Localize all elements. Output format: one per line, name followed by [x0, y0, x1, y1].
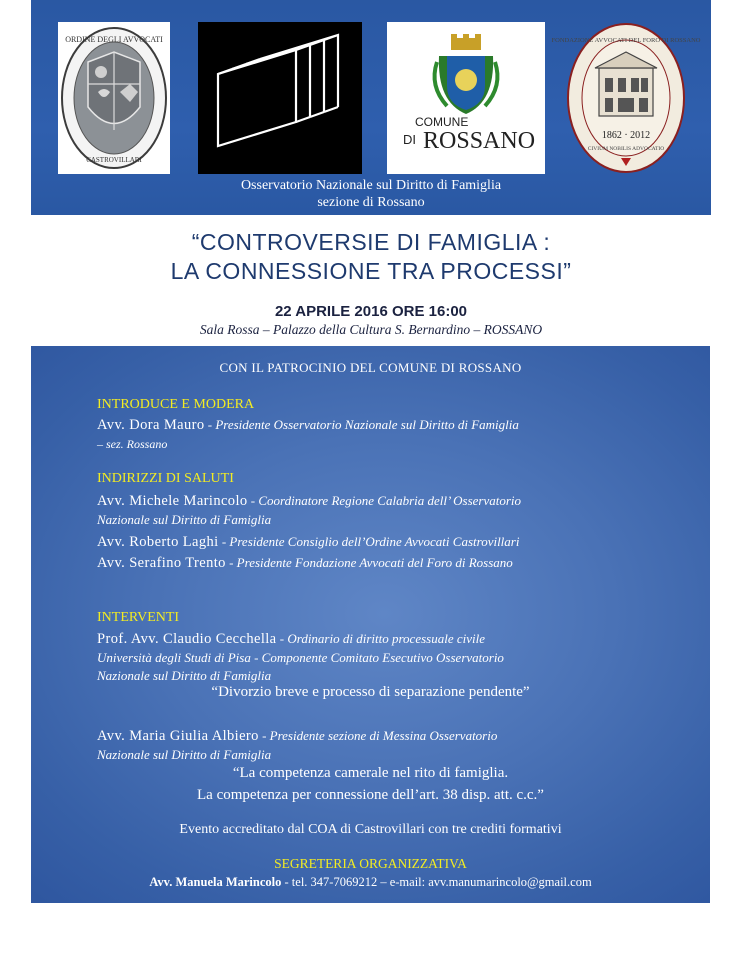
program-panel: [31, 346, 710, 903]
ordine-ring-bottom: CASTROVILLARI: [86, 156, 142, 164]
talk-topic-line2: La competenza per connessione dell’art. 38 disp. att. c.c.”: [197, 787, 544, 803]
talk-topic: “La competenza camerale nel rito di famiglia.: [232, 765, 509, 781]
saluti-speaker: [97, 554, 513, 572]
interventi-role-line2: Nazionale sul Diritto di Famiglia: [97, 747, 272, 762]
comune-label-large: ROSSANO: [423, 128, 536, 154]
speaker-role: - Presidente Fondazione Avvocati del Foro di Rossano: [225, 555, 513, 570]
segreteria-heading: SEGRETERIA ORGANIZZATIVA: [274, 856, 467, 871]
saluti-speaker: [97, 492, 521, 510]
ordine-avvocati-logo: [58, 22, 170, 174]
event-title-line1: “CONTROVERSIE DI FAMIGLIA :: [191, 229, 551, 255]
speaker-role: - Presidente Osservatorio Nazionale sul Diritto di Famiglia: [204, 417, 519, 432]
introduce-heading: INTRODUCE E MODERA: [97, 397, 255, 412]
ordine-ring-top: ORDINE DEGLI AVVOCATI: [65, 35, 163, 44]
introduce-role-line2: – sez. Rossano: [97, 437, 168, 451]
event-datetime: 22 APRILE 2016 ORE 16:00: [274, 303, 468, 320]
speaker-name: Avv. Michele Marincolo: [97, 493, 248, 509]
speaker-name: Avv. Dora Mauro: [97, 417, 205, 433]
event-title-line2: LA CONNESSIONE TRA PROCESSI”: [170, 258, 572, 284]
interventi-role-line2: Università degli Studi di Pisa - Componente Comitato Esecutivo Osservatorio: [97, 650, 504, 665]
interventi-role-line3: Nazionale sul Diritto di Famiglia: [97, 668, 272, 683]
saluti-role-line2: Nazionale sul Diritto di Famiglia: [97, 512, 272, 527]
comune-rossano-logo: [387, 22, 545, 174]
accreditation-note: Evento accreditato dal COA di Castrovillari con tre crediti formativi: [179, 822, 562, 837]
talk-topic: “Divorzio breve e processo di separazione pendente”: [211, 684, 530, 700]
banner-organization: [31, 177, 711, 211]
interventi-heading: INTERVENTI: [97, 610, 180, 625]
comune-label-small: COMUNE: [415, 115, 469, 129]
speaker-role: - Presidente Consiglio dell’Ordine Avvocati Castrovillari: [218, 534, 520, 549]
fondazione-years: 1862 · 2012: [601, 130, 651, 141]
speaker-name: Prof. Avv. Claudio Cecchella: [97, 631, 277, 647]
fondazione-motto: CIVIUM NOBILIS ADVOCATIO: [587, 146, 665, 152]
speaker-role: - Coordinatore Regione Calabria dell’ Osservatorio: [247, 493, 522, 508]
speaker-role: - Ordinario di diritto processuale civile: [276, 631, 485, 646]
interventi-speaker: [97, 727, 497, 745]
osservatorio-logo: [198, 22, 362, 174]
introduce-speaker: [97, 416, 519, 434]
segreteria-name: Avv. Manuela Marincolo: [149, 875, 282, 889]
banner-org-line1: Osservatorio Nazionale sul Diritto di Famiglia: [240, 178, 502, 193]
speaker-name: Avv. Maria Giulia Albiero: [97, 728, 259, 744]
event-title: [0, 228, 742, 286]
interventi-speaker: [97, 630, 485, 648]
fondazione-ring: FONDAZIONE AVVOCATI DEL FORO DI ROSSANO: [551, 37, 701, 44]
banner-org-line2: sezione di Rossano: [317, 195, 425, 210]
saluti-speaker: [97, 533, 519, 551]
patronage-line: CON IL PATROCINIO DEL COMUNE DI ROSSANO: [219, 360, 522, 375]
segreteria-contact-details: - tel. 347-7069212 – e-mail: avv.manumarincolo@gmail.com: [281, 875, 592, 889]
saluti-heading: INDIRIZZI DI SALUTI: [97, 471, 234, 486]
event-venue: Sala Rossa – Palazzo della Cultura S. Bernardino – ROSSANO: [199, 322, 543, 337]
speaker-name: Avv. Serafino Trento: [97, 555, 226, 571]
speaker-role: - Presidente sezione di Messina Osservatorio: [258, 728, 498, 743]
fondazione-avvocati-logo: [551, 22, 701, 174]
comune-label-di: DI: [403, 132, 416, 147]
top-banner: [31, 0, 711, 215]
speaker-name: Avv. Roberto Laghi: [97, 534, 219, 550]
segreteria-contact: [31, 875, 710, 890]
